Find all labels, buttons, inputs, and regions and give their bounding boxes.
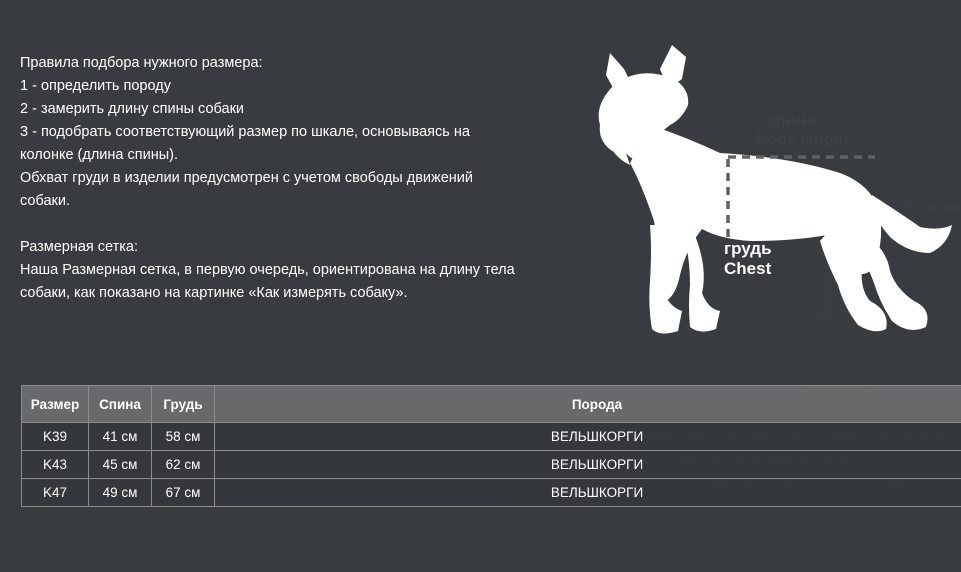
cell-chest: 67 см [152, 479, 215, 507]
size-chart-table [21, 385, 961, 507]
back-label-en: Body lengtn [756, 131, 849, 148]
instructions-step-2: 2 - замерить длину спины собаки [20, 101, 245, 117]
cell-back: 41 см [89, 423, 152, 451]
table-row [22, 423, 961, 451]
header-breed: Порода [215, 386, 961, 423]
table-row [22, 451, 961, 479]
table-row [22, 479, 961, 507]
header-back: Спина [89, 386, 152, 423]
instructions-chest-note: Обхват груди в изделии предусмотрен с учетом свободы движений собаки. [20, 170, 473, 209]
instructions-step-1: 1 - определить породу [20, 78, 171, 94]
size-instructions [20, 52, 520, 305]
cell-breed: ВЕЛЬШКОРГИ [215, 451, 961, 479]
cell-back: 49 см [89, 479, 152, 507]
cell-breed: ВЕЛЬШКОРГИ [215, 423, 961, 451]
size-grid-text: Наша Размерная сетка, в первую очередь, ориентирована на длину тела собаки, как показано на картинке «Как измерять собаку». [20, 262, 515, 301]
cell-breed: ВЕЛЬШКОРГИ [215, 479, 961, 507]
cell-back: 45 см [89, 451, 152, 479]
cell-chest: 62 см [152, 451, 215, 479]
instructions-step-3: 3 - подобрать соответствующий размер по шкале, основываясь на колонке (длина спины). [20, 124, 470, 163]
instructions-title: Правила подбора нужного размера: [20, 55, 263, 71]
table-header-row [22, 386, 961, 423]
size-grid-heading: Размерная сетка: [20, 239, 139, 255]
dog-silhouette-icon [590, 45, 961, 345]
dog-measurement-diagram [590, 45, 961, 345]
cell-chest: 58 см [152, 423, 215, 451]
header-chest: Грудь [152, 386, 215, 423]
cell-size: K43 [22, 451, 89, 479]
back-label-ru: спина [766, 111, 816, 130]
cell-size: K39 [22, 423, 89, 451]
header-size: Размер [22, 386, 89, 423]
cell-size: K47 [22, 479, 89, 507]
chest-label-ru: грудь [724, 239, 772, 258]
chest-label-en: Chest [724, 259, 772, 278]
